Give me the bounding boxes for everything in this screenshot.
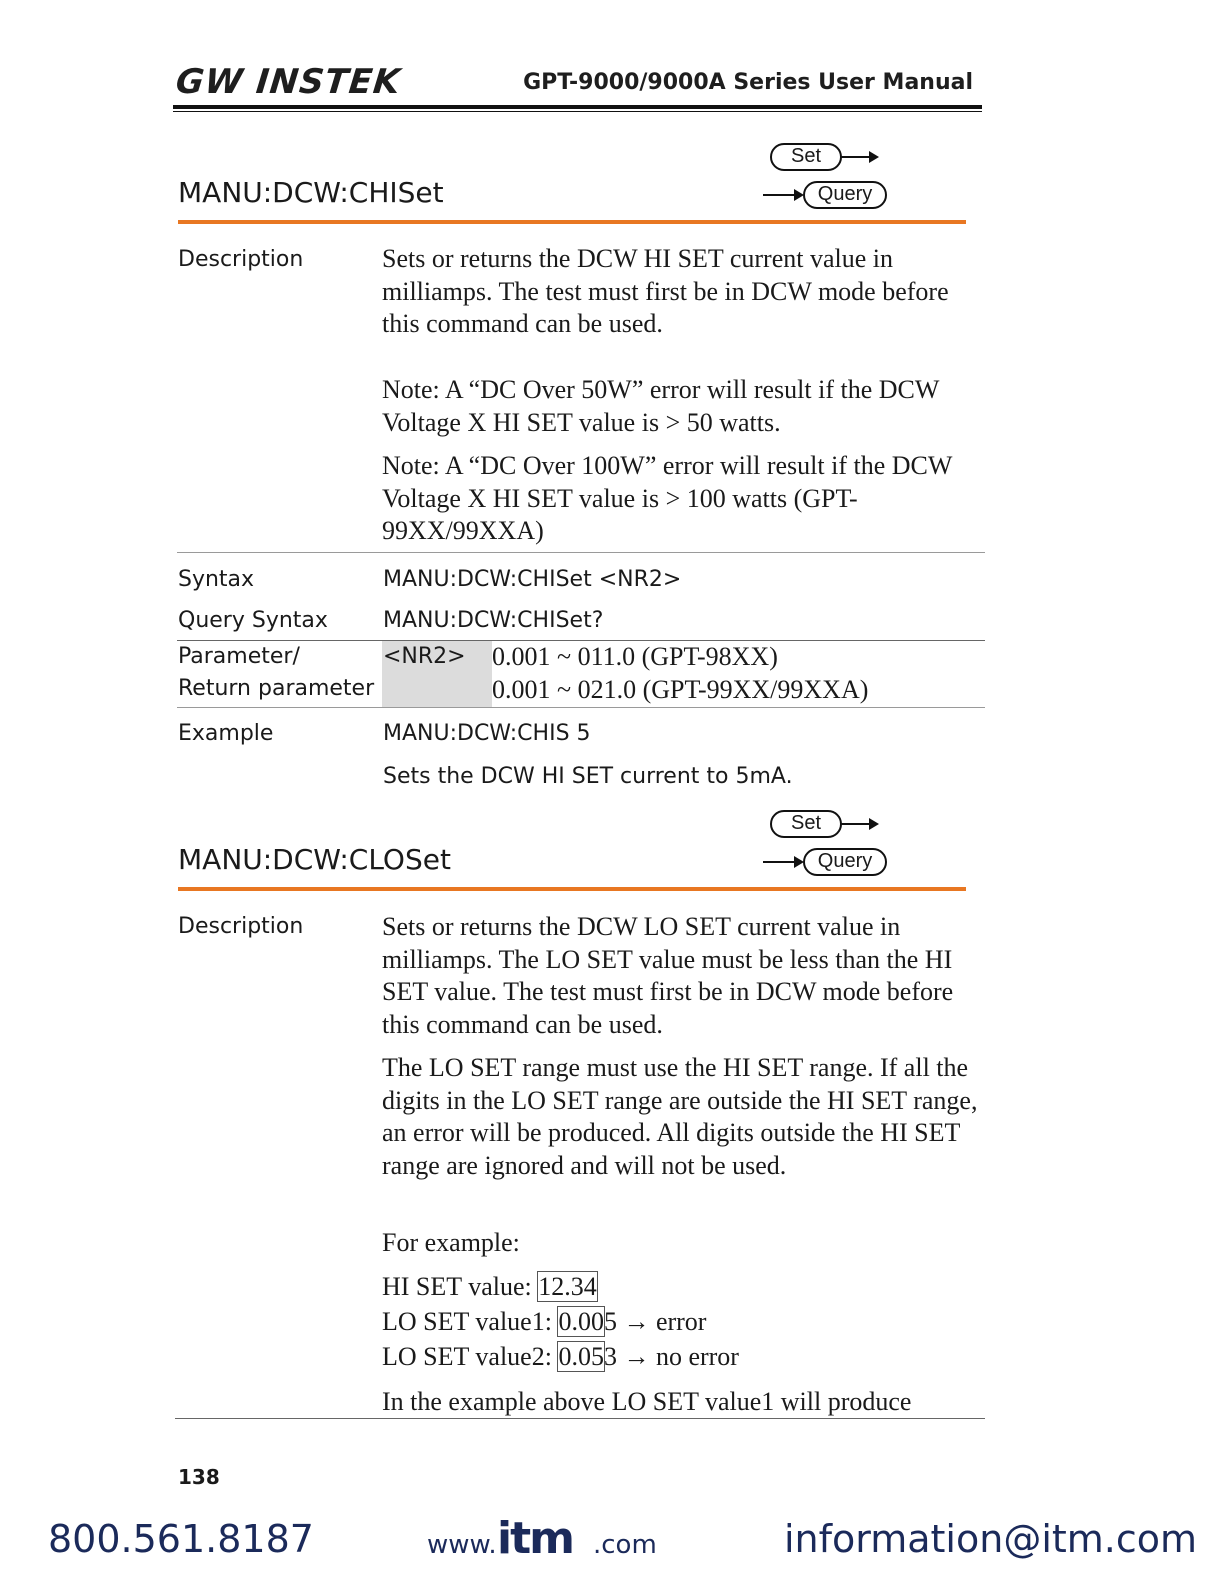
lo-set-prefix: LO SET value1: — [382, 1307, 559, 1336]
document-title: GPT-9000/9000A Series User Manual — [523, 70, 973, 95]
arrow-right-icon — [869, 818, 879, 830]
lo-set-example-1 — [382, 1306, 706, 1338]
range-text: The LO SET range must use the HI SET range. If all the digits in the LO SET range are outside the HI SET range, an error will be produced. All digits outside the HI SET range are ignored and will not be used. — [382, 1053, 978, 1181]
hi-set-prefix: HI SET value: — [382, 1272, 539, 1301]
note-text: Note: A “DC Over 100W” error will result if the DCW Voltage X HI SET value is > 100 watts (GPT-99XX/99XXA) — [382, 451, 952, 546]
syntax-label: Syntax — [178, 567, 255, 592]
syntax-value: MANU:DCW:CHISet <NR2> — [383, 567, 682, 592]
example-description: Sets the DCW HI SET current to 5mA. — [383, 764, 793, 789]
for-example-text: For example: — [382, 1228, 520, 1257]
query-badge: Query — [803, 181, 887, 209]
footer-www: www. — [427, 1530, 497, 1560]
lo-set-example-2 — [382, 1341, 739, 1373]
hi-set-boxed-value: 12.34 — [538, 1272, 597, 1301]
parameter-range: 0.001 ~ 021.0 (GPT-99XX/99XXA) — [492, 675, 869, 704]
set-badge: Set — [770, 143, 842, 171]
set-arrow-line — [840, 823, 870, 825]
description-text: Sets or returns the DCW LO SET current value in milliamps. The LO SET value must be less than the HI SET value. The test must first be in DCW mode before this command can be used. — [382, 912, 954, 1040]
query-badge: Query — [803, 848, 887, 876]
parameter-label: Parameter/ — [178, 644, 300, 669]
header-rule — [173, 105, 982, 109]
description-label: Description — [178, 914, 304, 939]
footer-email: information@itm.com — [784, 1517, 1198, 1561]
return-parameter-label: Return parameter — [178, 676, 375, 701]
brand-logo: GW INSTEK — [173, 62, 403, 102]
divider — [177, 552, 985, 553]
set-badge: Set — [770, 810, 842, 838]
hi-set-example — [382, 1271, 597, 1303]
set-arrow-line — [840, 156, 870, 158]
lo-set-boxed-value: 0.05 — [558, 1342, 604, 1371]
query-syntax-label: Query Syntax — [178, 608, 328, 633]
query-arrow-line — [763, 194, 795, 196]
lo-set-result: 5 → error — [603, 1307, 707, 1336]
lo-set-result: 3 → no error — [603, 1342, 739, 1371]
command-title: MANU:DCW:CLOSet — [178, 843, 451, 876]
footer-com: .com — [593, 1530, 657, 1560]
trailing-text: In the example above LO SET value1 will produce — [382, 1387, 912, 1416]
example-label: Example — [178, 721, 274, 746]
divider — [177, 707, 985, 708]
section-rule — [178, 887, 966, 891]
divider — [175, 1418, 985, 1419]
note-text: Note: A “DC Over 50W” error will result if the DCW Voltage X HI SET value is > 50 watts. — [382, 375, 939, 437]
command-title: MANU:DCW:CHISet — [178, 176, 444, 209]
parameter-name: <NR2> — [383, 644, 466, 669]
query-arrow-line — [763, 861, 795, 863]
example-command: MANU:DCW:CHIS 5 — [383, 721, 591, 746]
section-rule — [178, 220, 966, 224]
header-rule-thin — [173, 111, 982, 112]
description-label: Description — [178, 247, 304, 272]
description-text: Sets or returns the DCW HI SET current value in milliamps. The test must first be in DCW mode before this command can be used. — [382, 244, 949, 339]
query-syntax-value: MANU:DCW:CHISet? — [383, 608, 604, 633]
lo-set-boxed-value: 0.00 — [558, 1307, 604, 1336]
parameter-range: 0.001 ~ 011.0 (GPT-98XX) — [492, 642, 778, 671]
lo-set-prefix: LO SET value2: — [382, 1342, 559, 1371]
arrow-right-icon — [869, 151, 879, 163]
itm-logo: itm — [497, 1513, 573, 1564]
footer-phone: 800.561.8187 — [48, 1517, 314, 1561]
page-number: 138 — [178, 1465, 220, 1489]
